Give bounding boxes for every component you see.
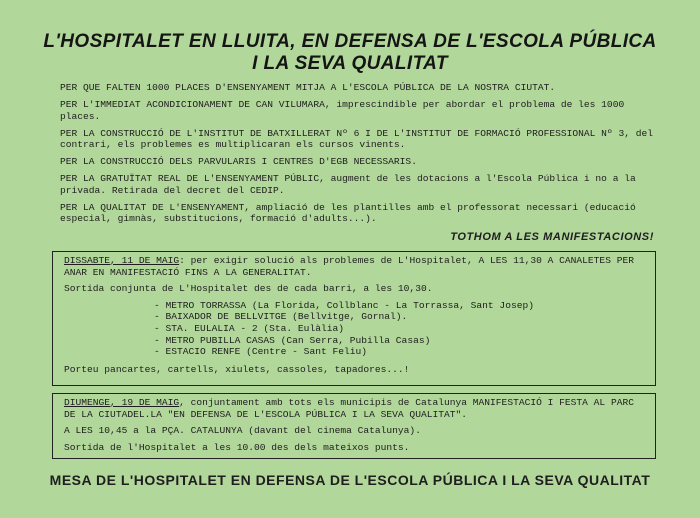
demand-paragraph: PER LA CONSTRUCCIÓ DE L'INSTITUT DE BATXILLERAT Nº 6 I DE L'INSTITUT DE FORMACIÓ PROFESSIONAL Nº 3, del contrari, els problemes es multiplicaran els cursos vinents. (60, 127, 653, 151)
organizer-signature: MESA DE L'HOSPITALET EN DEFENSA DE L'ESCOLA PÚBLICA I LA SEVA QUALITAT (49, 472, 651, 488)
sunday-demonstration-box (52, 393, 656, 459)
demand-paragraph: PER LA QUALITAT DE L'ENSENYAMENT, ampliació de les plantilles amb el professorat necessari (educació especial, gimnàs, substitucions, formació d'adults...). (60, 201, 636, 225)
list-item: - METRO TORRASSA (La Florida, Collblanc - La Torrassa, Sant Josep) (154, 299, 534, 311)
sunday-time: A LES 10,45 a la PÇA. CATALUNYA (davant del cinema Catalunya). (64, 425, 421, 437)
list-item: - STA. EULALIA - 2 (Sta. Eulàlia) (154, 322, 344, 334)
sunday-intro (64, 397, 645, 420)
saturday-date: DISSABTE, 11 DE MAIG (64, 255, 180, 266)
saturday-text: : per exigir solució als problemes de L'Hospitalet, A LES 11,30 A CANALETES PER ANAR EN MANIFESTACIÓ FINS A LA GENERALITAT. (64, 255, 634, 278)
sunday-text: , conjuntament amb tots els municipis de Catalunya MANIFESTACIÓ I FESTA AL PARC DE LA CIUTADEL.LA "EN DEFENSA DE L'ESCOLA PÚBLICA I LA SEVA QUALITAT". (64, 397, 634, 420)
list-item: - ESTACIO RENFE (Centre - Sant Feliu) (154, 346, 368, 358)
list-item: - METRO PUBILLA CASAS (Can Serra, Pubilla Casas) (154, 334, 431, 346)
saturday-departure: Sortida conjunta de L'Hospitalet des de cada barri, a les 10,30. (64, 283, 433, 295)
demand-paragraph: PER LA GRATUÏTAT REAL DE L'ENSENYAMENT PÚBLIC, augment de les dotacions a l'Escola Pública i no a la privada. Retirada del decret del CEDIP. (60, 173, 636, 196)
leaflet-title-line-2: I LA SEVA QUALITAT (252, 53, 448, 74)
saturday-bring-items: Porteu pancartes, cartells, xiulets, cassoles, tapadores...! (64, 363, 410, 375)
sunday-date: DIUMENGE, 19 DE MAIG (64, 397, 180, 408)
leaflet-title-line-1: L'HOSPITALET EN LLUITA, EN DEFENSA DE L'ESCOLA PÚBLICA (43, 31, 657, 52)
demand-paragraph: PER QUE FALTEN 1000 PLACES D'ENSENYAMENT MITJA A L'ESCOLA PÚBLICA DE LA NOSTRA CIUTAT. (60, 82, 556, 93)
saturday-demonstration-box (52, 251, 656, 386)
sunday-departure: Sortida de l'Hospitalet a les 10.00 des dels mateixos punts. (64, 441, 410, 453)
list-item: - BAIXADOR DE BELLVITGE (Bellvitge, Gornal). (154, 311, 408, 323)
departure-points-list (154, 300, 645, 358)
saturday-intro (64, 255, 645, 278)
demand-paragraph: PER LA CONSTRUCCIÓ DELS PARVULARIS I CENTRES D'EGB NECESSARIS. (60, 156, 417, 168)
demand-paragraph: PER L'IMMEDIAT ACONDICIONAMENT DE CAN VILUMARA, imprescindible per abordar el problema de les 1000 places. (60, 98, 625, 122)
call-to-action-slogan: TOTHOM A LES MANIFESTACIONS! (450, 231, 654, 243)
demands-list (60, 82, 654, 230)
